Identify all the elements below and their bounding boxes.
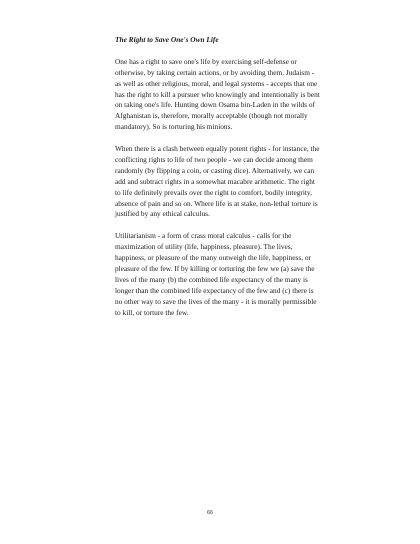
section-title: The Right to Save One's Own Life	[115, 35, 219, 44]
page-content	[115, 35, 320, 329]
page-number: 66	[206, 510, 214, 516]
paragraph-self-defense: One has a right to save one's life by exercising self-defense or otherwise, by taking certain actions, or by avoiding them. Judaism - as well as other religious, moral, and legal systems - accepts that one has the right to kill a pursuer who knowingly and intentionally is bent on taking one's life. Hunting down Osama bin-Laden in the wilds of Afghanistan is, therefore, morally acceptable (though not morally mandatory). So is torturing his minions.	[115, 56, 320, 132]
paragraph-conflicting-rights: When there is a clash between equally potent rights - for instance, the conflicting rights to life of two people - we can decide among them randomly (by flipping a coin, or casting dice). Alternatively, we can add and subtract rights in a somewhat macabre arithmetic. The right to life definitely prevails over the right to comfort, bodily integrity, absence of pain and so on. Where life is at stake, non-lethal torture is justified by any ethical calculus.	[115, 144, 320, 219]
paragraph-utilitarianism: Utilitarianism - a form of crass moral calculus - calls for the maximization of utility (life, happiness, pleasure). The lives, happiness, or pleasure of the many outweigh the life, happiness, or pleasure of the few. If by killing or torturing the few we (a) save the lives of the many (b) the combined life expectancy of the many is longer than the combined life expectancy of the few and (c) there is no other way to save the lives of the many - it is morally permissible to kill, or torture the few.	[115, 231, 317, 317]
